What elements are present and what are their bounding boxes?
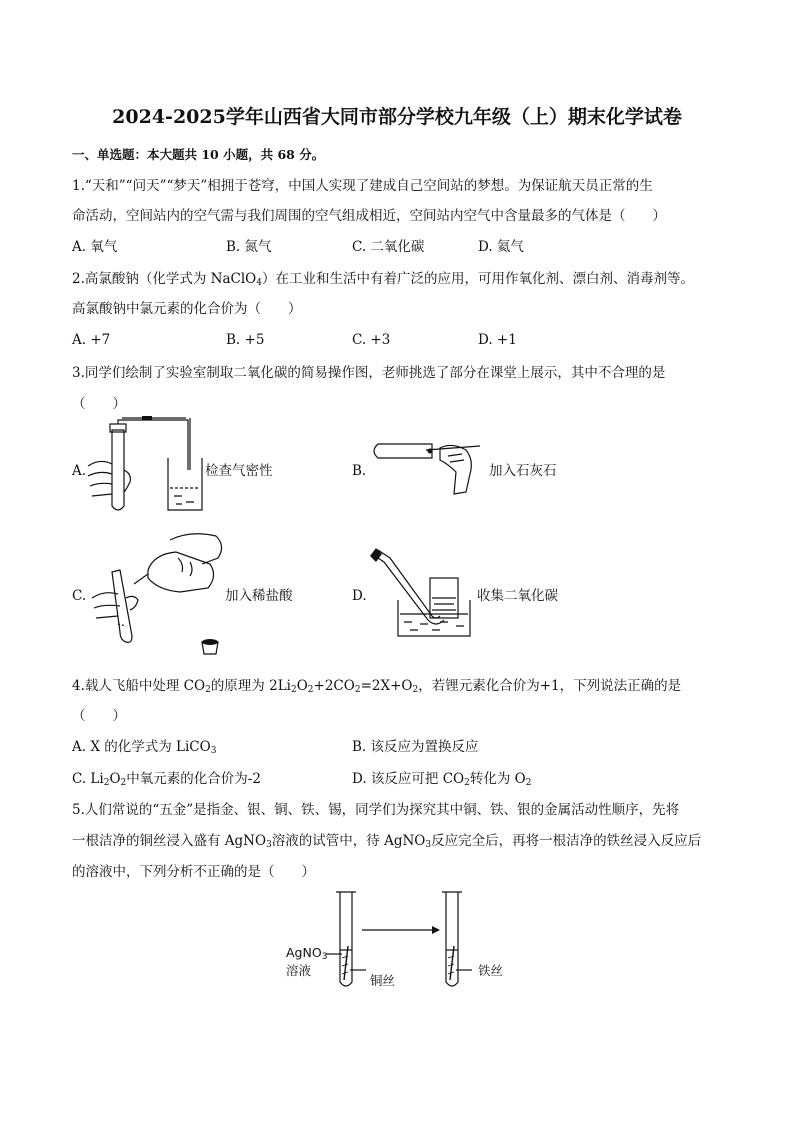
q2-option-d: D. +1 [478, 332, 517, 348]
fig-label-iron-wire: 铁丝 [478, 963, 504, 978]
figure-collecting-co2 [370, 548, 480, 642]
fig-label-copper-wire: 铜丝 [370, 973, 396, 988]
figure-adding-acid [90, 528, 230, 658]
q3-stem-line1: 3.同学们绘制了实验室制取二氧化碳的简易操作图，老师挑选了部分在课堂上展示，其中不合理的是 [72, 365, 666, 381]
section-heading: 一、单选题：本大题共 10 小题，共 68 分。 [72, 147, 325, 162]
q1-option-c: C. 二氧化碳 [352, 239, 425, 255]
fig-label-solution: 溶液 [286, 963, 312, 978]
fig-label-agno3: AgNO$_3$ [286, 945, 328, 962]
q5-stem-line3: 的溶液中，下列分析不正确的是（ ） [72, 864, 315, 880]
q4-stem: 4.载人飞船中处理 $CO_2$的原理为 $2Li_2O_2+2CO_2=2X+O_2$，若锂元素化合价为+1，下列说法正确的是 [72, 678, 682, 695]
exam-title: 2024-2025学年山西省大同市部分学校九年级（上）期末化学试卷 [112, 106, 682, 128]
q1-option-d: D. 氦气 [478, 239, 524, 255]
q2-option-a: A. +7 [72, 332, 111, 348]
q3-option-d-letter: D. [352, 588, 367, 604]
q3-caption-b: 加入石灰石 [489, 463, 557, 479]
q3-caption-d: 收集二氧化碳 [477, 588, 558, 604]
q3-caption-c: 加入稀盐酸 [225, 588, 293, 604]
q2-option-b: B. +5 [226, 332, 265, 348]
q3-option-a-letter: A. [72, 463, 87, 479]
q2-option-c: C. +3 [352, 332, 391, 348]
figure-test-tubes [336, 890, 466, 992]
q5-stem-line2: 一根洁净的铜丝浸入盛有 AgNO$_3$溶液的试管中，待 AgNO$_3$反应完全后，再将一根洁净的铁丝浸入反应后 [72, 833, 702, 850]
q4-option-a: A. X 的化学式为 LiCO$_3$ [72, 739, 217, 756]
q1-option-a: A. 氧气 [72, 239, 118, 255]
q4-option-b: B. 该反应为置换反应 [352, 739, 479, 755]
q3-stem-line2: （ ） [72, 396, 126, 412]
q1-stem-line1: 1.“天和”“问天”“梦天”相拥于苍穹，中国人实现了建成自己空间站的梦想。为保证航天员正常的生 [72, 178, 653, 194]
q2-stem-line2: 高氯酸钠中氯元素的化合价为（ ） [72, 301, 302, 317]
q1-option-b: B. 氮气 [226, 239, 272, 255]
q4-option-c: C. $Li_2O_2$中氧元素的化合价为-2 [72, 771, 261, 788]
q4-answer-paren: （ ） [72, 708, 126, 724]
figure-adding-limestone [370, 440, 490, 500]
q3-caption-a: 检查气密性 [205, 463, 273, 479]
q2-stem-line1: 2.高氯酸钠（化学式为 NaClO$_4$）在工业和生活中有着广泛的应用，可用作氧化剂、漂白剂、消毒剂等。 [72, 271, 694, 288]
q5-stem-line1: 5.人们常说的“五金”是指金、银、铜、铁、锡，同学们为探究其中铜、铁、银的金属活动性顺序，先将 [72, 802, 680, 818]
q3-option-b-letter: B. [352, 463, 367, 479]
q1-stem-line2: 命活动，空间站内的空气需与我们周围的空气组成相近，空间站内空气中含量最多的气体是（ ） [72, 208, 666, 224]
q3-option-c-letter: C. [72, 588, 87, 604]
q4-option-d: D. 该反应可把 $CO_2$转化为 $O_2$ [352, 771, 532, 788]
figure-airtightness-check [82, 418, 212, 518]
